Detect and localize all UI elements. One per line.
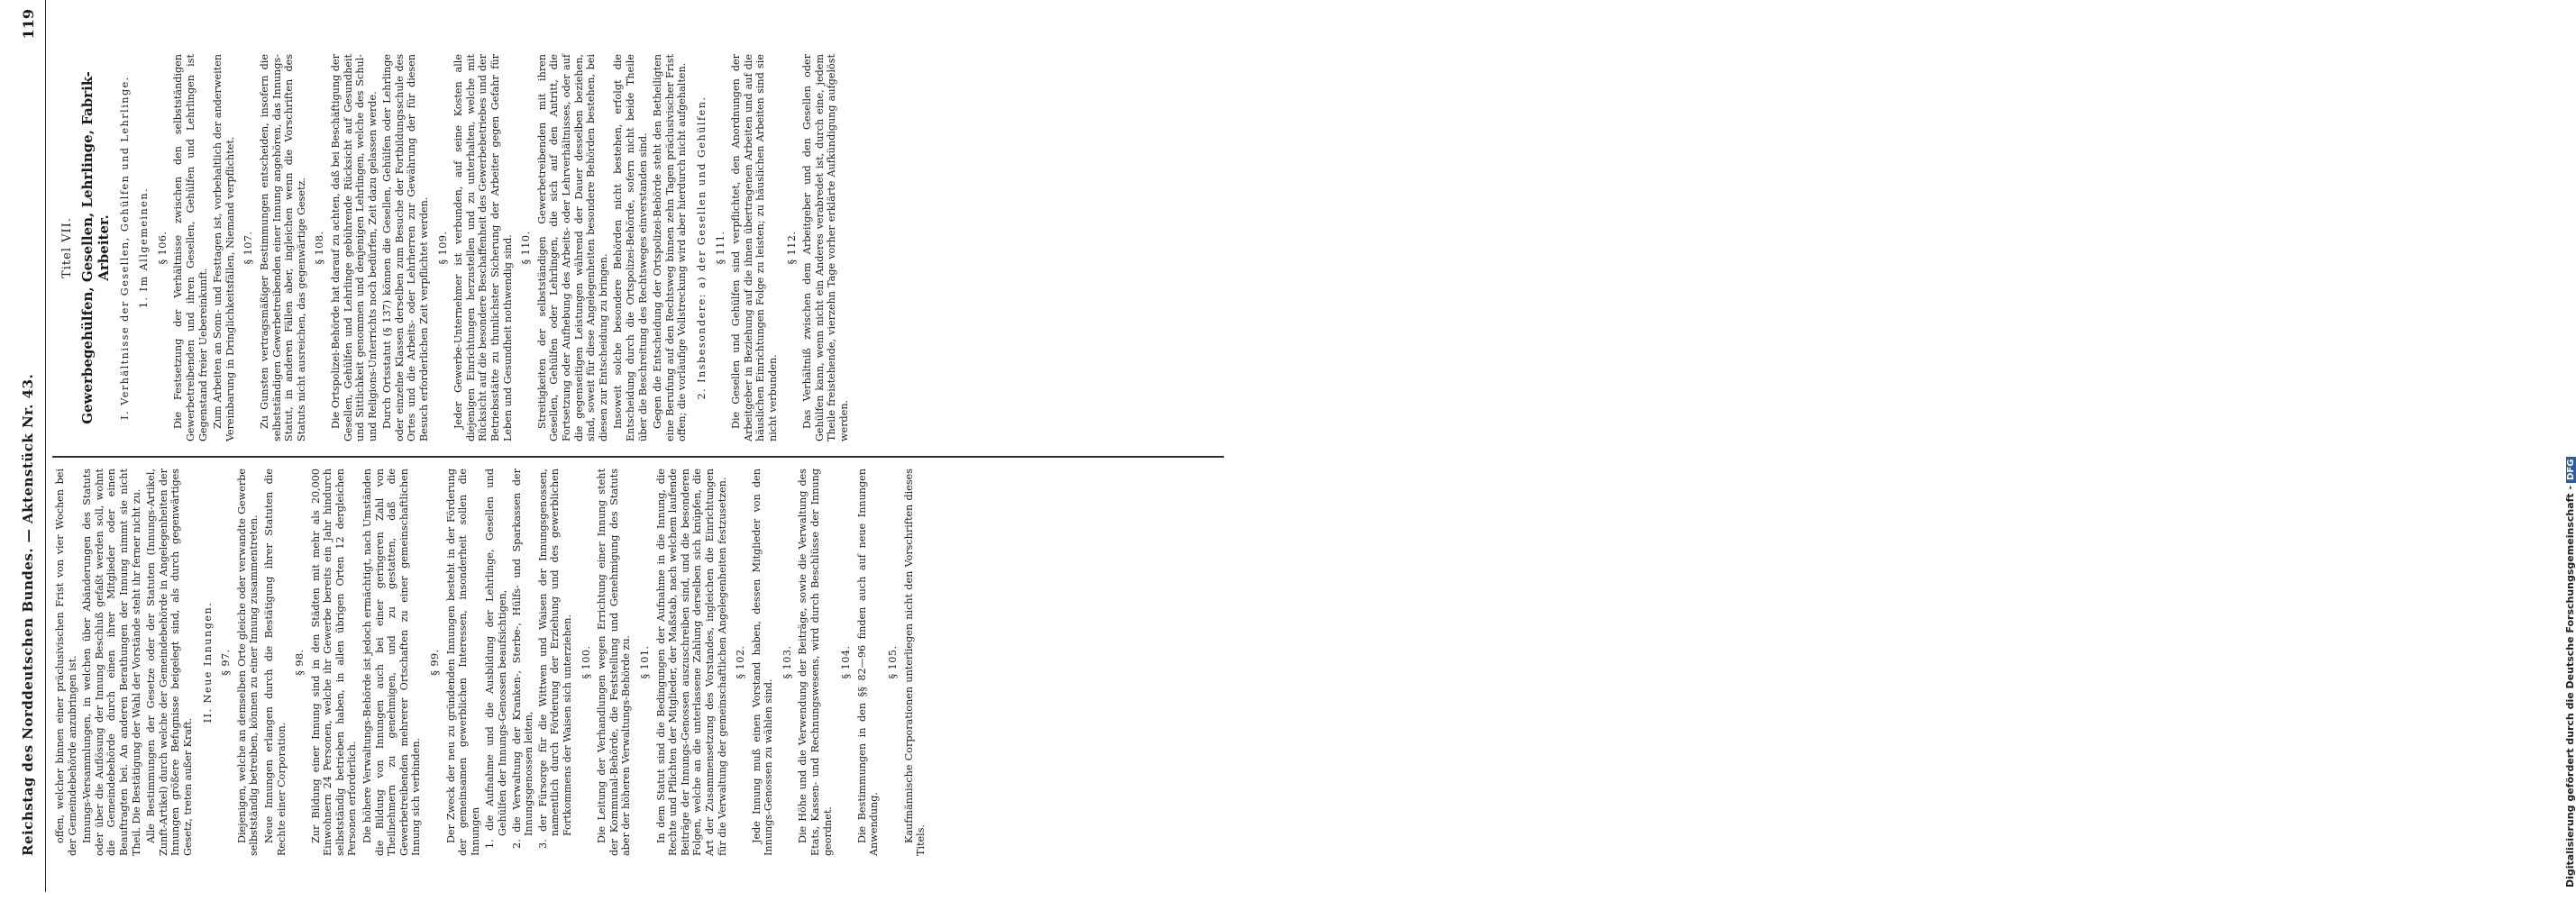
section-heading: § 107. (242, 231, 255, 265)
rotated-page-content (9, 0, 1253, 892)
paragraph: Jede Innung muß einen Vorstand haben, dessen Mitglieder von den Innungs-Genossen zu wählen sind. (750, 469, 775, 856)
paragraph: Zu Gunsten vertragsmäßiger Bestimmungen entscheiden, insofern die selbstständigen Gewerbetreibenden einer Innung angehören, das Innungs-Statut, in anderen Fällen aber, ingleichen wenn die Vorschriften des Statuts nicht ausreichen, das gegenwärtige Gesetz. (258, 54, 307, 441)
paragraph: Das Verhältniß zwischen dem Arbeitgeber und den Gesellen oder Gehülfen kann, wenn nicht ein Anderes verabredet ist, durch eine, jedem Theile freistehende, vierzehn Tage vorher erklärte Aufkündigung aufgelöst werden. (801, 54, 850, 441)
section-heading: § 108. (314, 231, 326, 265)
paragraph: Streitigkeiten der selbstständigen Gewerbetreibenden mit ihren Gesellen, Gehülfen oder Lehrlingen, die sich auf den Antritt, die Fortsetzung oder Aufhebung des Arbeits- oder Lehrverhältnisses, oder auf die gegenseitigen Leistungen während der Dauer desselben beziehen, sind, soweit für diese Angelegenheiten besondere Behörden bestehen, bei diesen zur Entscheidung zu bringen. (535, 54, 609, 441)
paragraph: Diejenigen, welche an demselben Orte gleiche oder verwandte Gewerbe selbstständig betreiben, können zu einer Innung zusammentreten. (235, 469, 260, 856)
left-text-column (54, 469, 1226, 856)
paragraph: Die Höhe und die Verwendung der Beiträge, sowie die Verwaltung des Etats, Kassen- und Rechnungswesens, wird durch Beschlüsse der Innung geordnet. (797, 469, 834, 856)
section-heading: § 109. (436, 231, 449, 265)
digitization-credit (2564, 5, 2576, 887)
subsection-heading: 1. Im Allgemeinen. (138, 187, 151, 309)
paragraph: Die Ortspolizei-Behörde hat darauf zu achten, daß bei Beschäftigung der Gesellen, Gehülfen und Lehrlinge gebührende Rücksicht auf Gesundheit und Sittlichkeit genommen und denjenigen Lehrlingen, welche des Schul- und Religions-Unterrichts noch bedürfen, Zeit dazu gelassen werde. (329, 54, 379, 441)
paragraph: offen, welcher binnen einer präclusivischen Frist von vier Wochen bei der Gemeindebehörde anzubringen ist. (54, 469, 78, 856)
section-heading: § 104. (840, 645, 853, 679)
paragraph: In dem Statut sind die Bedingungen der Aufnahme in die Innung, die Rechte und Pflichten der Mitglieder, der Maßstab, nach welchem laufende Beiträge der Innungs-Genossen auszuschreiben sind, und die besonderen Folgen, welche an die unterlassene Zahlung derselben sich knüpfen, die Art der Zusammensetzung des Vorstandes, ingleichen die Einrichtungen für die Verwaltung der gemeinschaftlichen Angelegenheiten festzusetzen. (654, 469, 728, 856)
section-heading: § 111. (714, 231, 726, 265)
paragraph: Die Festsetzung der Verhältnisse zwischen den selbstständigen Gewerbetreibenden und ihren Gesellen, Gehülfen und Lehrlingen ist Gegenstand freier Uebereinkunft. (172, 54, 209, 441)
dfg-logo: DFG (2566, 457, 2576, 483)
subsection-heading: I. Verhältnisse der Gesellen, Gehülfen und Lehrlinge. (118, 76, 131, 420)
column-divider (52, 457, 1224, 459)
section-heading: § 101. (638, 645, 651, 679)
paragraph: Kaufmännische Corporationen unterliegen nicht den Vorschriften dieses Titels. (902, 469, 927, 856)
paragraph: Jeder Gewerbe-Unternehmer ist verbunden, auf seine Kosten alle diejenigen Einrichtungen herzustellen und zu unterhalten, welche mit Rücksicht auf die besondere Beschaffenheit des Gewerbebetriebes und der Betriebsstätte zu thunlichster Sicherung der Arbeiter gegen Gefahr für Leben und Gesundheit nothwendig sind. (452, 54, 514, 441)
paragraph: Alle Bestimmungen der Gesetze oder der Statuten (Innungs-Artikel, Zunft-Artikel) durch welche der Gemeindebehörde in Angelegenheiten der Innungen größere Befugnisse beigelegt sind, als durch gegenwärtiges Gesetz, treten außer Kraft. (145, 469, 194, 856)
section-heading: § 100. (580, 645, 592, 679)
section-heading: § 103. (781, 645, 793, 679)
digitization-credit-strip (1274, 0, 2576, 901)
running-header (14, 0, 46, 892)
paragraph: Die Leitung der Verhandlungen wegen Errichtung einer Innung steht der Kommunal-Behörde, die Feststellung und Genehmigung des Statuts aber der höheren Verwaltungs-Behörde zu. (596, 469, 633, 856)
subsection-heading: 2. Insbesondere: a) der Gesellen und Gehülfen. (695, 96, 708, 400)
list-item: 3. der Fürsorge für die Wittwen und Waisen der Innungsgenossen, namentlich durch Förderung der Erziehung und des gewerblichen Fortkommens der Waisen sich unterziehen. (536, 469, 573, 849)
paragraph: Zum Arbeiten an Sonn- und Festtagen ist, vorbehaltlich der anderweiten Vereinbarung in Dringlichkeitsfällen, Niemand verpflichtet. (212, 54, 236, 441)
paragraph: Der Zweck der neu zu gründenden Innungen besteht in der Förderung der gemeinsamen gewerblichen Interessen, insonderheit sollen die Innungen (444, 469, 481, 856)
section-heading: § 110. (520, 231, 533, 265)
credit-text: Digitalisierung gefördert durch die Deutsche Forschungsgemeinschaft - (2564, 485, 2576, 887)
paragraph: Insoweit solche besondere Behörden nicht bestehen, erfolgt die Entscheidung durch die Ortspolizei-Behörde, sofern nicht beide Theile über die Beschreitung des Rechtsweges einverstanden sind. (612, 54, 649, 441)
paragraph: Die höhere Verwaltungs-Behörde ist jedoch ermächtigt, nach Umständen die Bildung von Innungen auch bei einer geringeren Zahl von Theilnehmern zu genehmigen, und zu gestatten, daß die Gewerbetreibenden mehrerer Ortschaften zu einer gemeinschaftlichen Innung sich verbinden. (361, 469, 423, 856)
paragraph: Gegen die Entscheidung der Ortspolizei-Behörde steht den Betheiligten eine Berufung auf den Rechtsweg binnen zehn Tagen präclusivischer Frist offen; die vorläufige Vollstreckung wird aber hierdurch nicht aufgehalten. (652, 54, 689, 441)
title-heading: Titel VII. (60, 217, 74, 278)
section-heading: § 105. (887, 645, 900, 679)
section-heading: § 99. (429, 649, 442, 676)
paragraph: Die Gesellen und Gehülfen sind verpflichtet, den Anordnungen der Arbeitgeber in Beziehung auf die ihnen übertragenen Arbeiten und auf die häuslichen Einrichtungen Folge zu leisten; zu häuslichen Arbeiten sind sie nicht verbunden. (730, 54, 779, 441)
list-item: 2. die Verwaltung der Kranken-, Sterbe-, Hülfs- und Sparkassen der Innungsgenossen leiten, (510, 469, 535, 849)
paragraph: Zur Bildung einer Innung sind in den Städten mit mehr als 20,000 Einwohnern 24 Personen, welche ihr Gewerbe bereits ein Jahr hindurch selbstständig betrieben haben, in allen übrigen Orten 12 dergleichen Personen erforderlich. (309, 469, 359, 856)
page-number: 119 (20, 9, 37, 40)
section-heading: § 102. (735, 645, 747, 679)
header-title: Reichstag des Norddeutschen Bundes. — Aktenstück Nr. 43. (20, 373, 36, 856)
paragraph: Die Bestimmungen in den §§ 82—96 finden auch auf neue Innungen Anwendung. (855, 469, 881, 856)
section-heading: § 97. (220, 649, 233, 676)
paragraph: Neue Innungen erlangen durch die Bestätigung ihrer Statuten die Rechte einer Corporation. (262, 469, 288, 856)
list-item: 1. die Aufnahme und die Ausbildung der Lehrlinge, Gesellen und Gehülfen der Innungs-Genossen beaufsichtigen, (484, 469, 508, 849)
chapter-title: Gewerbegehülfen, Gesellen, Lehrlinge, Fabrik-Arbeiter. (78, 71, 112, 424)
paragraph: Innungs-Versammlungen, in welchen über Abänderungen des Statuts oder über die Auflösung der Innung Beschluß gefaßt werden soll, wohnt die Gemeindebehörde durch einen ihrer Mitglieder oder einen Beauftragten bei. An anderen Berathungen der Innung nimmt sie nicht Theil. Die Bestätigung der Wahl der Vorstände steht ihr ferner nicht zu. (81, 469, 142, 856)
subsection-heading: II. Neue Innungen. (201, 601, 214, 724)
right-text-column (54, 54, 1226, 441)
section-heading: § 112. (785, 231, 798, 265)
paragraph: Durch Ortsstatut (§ 137) können die Gesellen, Gehülfen oder Lehrlinge oder einzelne Klassen derselben zum Besuche der Fortbildungsschule des Ortes und die Arbeits- oder Lehrherren zur Gewährung der für diesen Besuch erforderlichen Zeit verpflichtet werden. (381, 54, 431, 441)
section-heading: § 98. (294, 649, 306, 676)
section-heading: § 106. (156, 231, 169, 265)
